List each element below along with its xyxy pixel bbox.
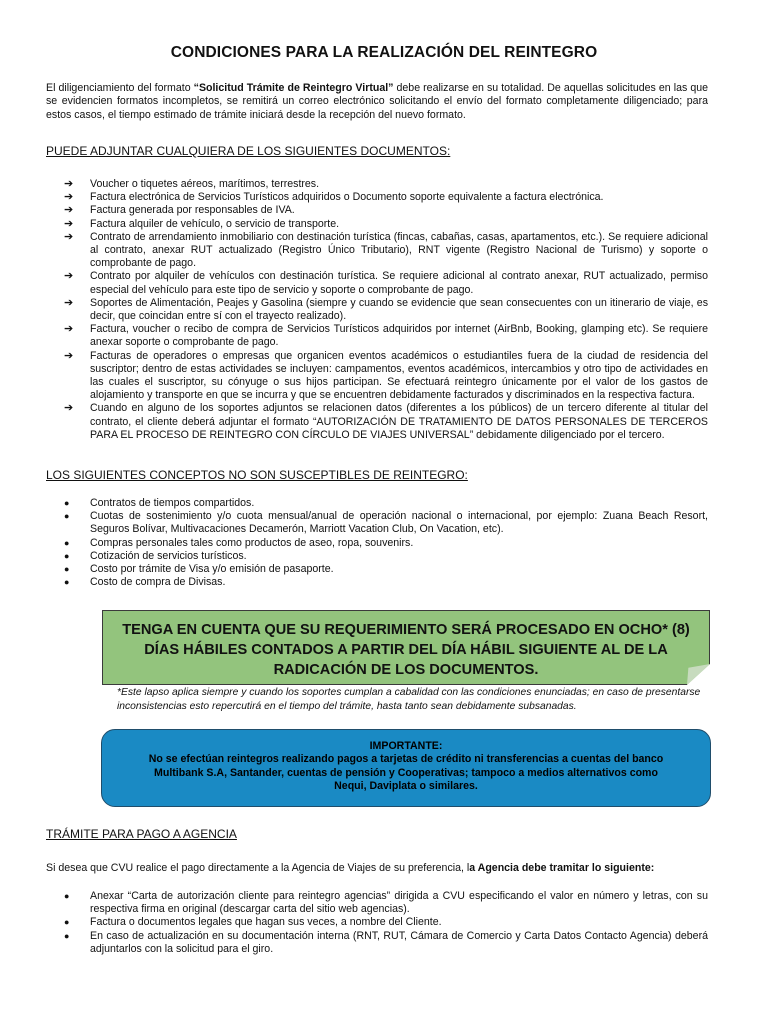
list-item-text: Factura o documentos legales que hagan sus veces, a nombre del Cliente. <box>90 916 442 929</box>
list-item-text: Costo por trámite de Visa y/o emisión de pasaporte. <box>90 563 334 576</box>
list-item-text: Anexar “Carta de autorización cliente para reintegro agencias” dirigida a CVU especificando el valor en número y letras, con su respectiva firma en original (descargar carta del sitio web agencias). <box>90 890 708 916</box>
list-item-text: Cuando en alguno de los soportes adjuntos se relacionen datos (diferentes a los públicos) de un tercero diferente al titular del contrato, el cliente deberá adjuntar el formato “AUTORIZACIÓN DE TRATAMIENTO DE DATOS PERSONALES DE TERCEROS PARA EL PROCESO DE REINTEGRO CON CÍRCULO DE VIAJES UNIVERSAL” debidamente diligenciado por el tercero. <box>90 402 708 441</box>
document-title: CONDICIONES PARA LA REALIZACIÓN DEL REINTEGRO <box>170 44 598 61</box>
arrow-icon: ➔ <box>64 323 74 336</box>
agency-intro-text: Si desea que CVU realice el pago directamente a la Agencia de Viajes de su preferencia, l <box>46 862 470 874</box>
section-heading-attachments: PUEDE ADJUNTAR CUALQUIERA DE LOS SIGUIENTES DOCUMENTOS: <box>46 144 451 158</box>
bullet-icon: ● <box>64 917 70 928</box>
list-item <box>64 297 708 323</box>
list-item <box>64 178 708 191</box>
list-item <box>64 497 708 510</box>
bullet-icon: ● <box>64 498 70 508</box>
list-item-text: Cotización de servicios turísticos. <box>90 549 247 562</box>
list-item-text: Factura, voucher o recibo de compra de Servicios Turísticos adquiridos por internet (AirBnb, Booking, glamping etc). Se requiere anexar soporte o comprobante de pago. <box>90 323 708 349</box>
bullet-icon: ● <box>64 550 70 561</box>
list-item <box>64 402 708 442</box>
agency-intro-bold: a Agencia debe tramitar lo siguiente: <box>469 862 655 874</box>
bullet-icon: ● <box>64 564 70 575</box>
list-item <box>64 323 708 349</box>
list-item-text: Facturas de operadores o empresas que organicen eventos académicos o estudiantiles fuera de la ciudad de residencia del suscriptor; dentro de estas actividades se incluyen: campamentos, eventos académicos, intercambios y otro tipo de actividades en las cuales el suscriptor, su cónyuge o sus hijos participan. Se efectuará reintegro únicamente por el valor de los gastos de alojamiento y transporte en que se incurra y que se encuentren debidamente facturados y discriminados en la respectiva factura. <box>90 349 708 402</box>
arrow-icon: ➔ <box>64 270 74 283</box>
important-line: No se efectúan reintegros realizando pagos a tarjetas de crédito ni transferencias a cuentas del banco <box>148 753 664 766</box>
section-heading-agency-payment: TRÁMITE PARA PAGO A AGENCIA <box>46 827 237 841</box>
list-item-text: Compras personales tales como productos de aseo, ropa, souvenirs. <box>90 536 414 549</box>
list-item-text: Costo de compra de Divisas. <box>90 576 226 589</box>
arrow-icon: ➔ <box>64 230 74 243</box>
list-item <box>64 270 708 296</box>
list-item-text: Factura alquiler de vehículo, o servicio de transporte. <box>90 217 340 230</box>
list-item <box>64 576 708 589</box>
arrow-icon: ➔ <box>64 402 74 415</box>
intro-text-start: El diligenciamiento del formato <box>46 82 194 94</box>
list-item <box>64 890 708 916</box>
list-item-text: Voucher o tiquetes aéreos, marítimos, terrestres. <box>90 178 320 190</box>
bullet-icon: ● <box>64 577 70 588</box>
list-item <box>64 191 708 204</box>
list-item <box>64 537 708 550</box>
agency-intro-paragraph <box>46 862 708 875</box>
list-item <box>64 231 708 271</box>
list-item <box>64 550 708 563</box>
list-item <box>64 510 708 536</box>
section-heading-exclusions: LOS SIGUIENTES CONCEPTOS NO SON SUSCEPTIBLES DE REINTEGRO: <box>46 468 468 482</box>
important-heading: IMPORTANTE: <box>369 740 443 752</box>
list-item-text: En caso de actualización en su documentación interna (RNT, RUT, Cámara de Comercio y Carta Datos Contacto Agencia) deberá adjuntarlos con la solicitud para el giro. <box>90 929 708 955</box>
list-item-text: Contrato por alquiler de vehículos con destinación turística. Se requiere adicional al contrato anexar, RUT actualizado, permiso especial del vehículo para este tipo de servicio y soporte o comprobante de pago. <box>90 270 708 296</box>
important-notice <box>112 740 700 794</box>
bullet-icon: ● <box>64 891 70 901</box>
bullet-icon: ● <box>64 930 70 941</box>
list-item <box>64 350 708 403</box>
arrow-icon: ➔ <box>64 349 74 362</box>
exclusions-list <box>64 497 708 589</box>
list-item-text: Soportes de Alimentación, Peajes y Gasolina (siempre y cuando se evidencie que sean consecuentes con un itinerario de viaje, es decir, que coincidan entre sí con el trayecto realizado). <box>90 296 708 323</box>
processing-time-notice: TENGA EN CUENTA QUE SU REQUERIMIENTO SERÁ PROCESADO EN OCHO* (8) DÍAS HÁBILES CONTADOS A PARTIR DEL DÍA HÁBIL SIGUIENTE AL DE LA RADICACIÓN DE LOS DOCUMENTOS. <box>122 622 690 678</box>
arrow-icon: ➔ <box>64 204 74 217</box>
list-item <box>64 916 708 929</box>
list-item-text: Factura generada por responsables de IVA. <box>90 204 295 217</box>
list-item <box>64 218 708 231</box>
list-item <box>64 930 708 956</box>
important-line: Nequi, Daviplata o similares. <box>334 780 478 793</box>
intro-form-name: “Solicitud Trámite de Reintegro Virtual” <box>193 82 394 94</box>
intro-text-end: debe realizarse en su totalidad. De aquellas solicitudes en las que se evidencien formatos incompletos, se remitirá un correo electrónico solicitando el envío del formato completamente diligenciado; para estos casos, el tiempo estimado de trámite iniciará desde la recepción del nuevo formato. <box>46 82 708 121</box>
bullet-icon: ● <box>64 511 70 522</box>
list-item-text: Cuotas de sostenimiento y/o cuota mensual/anual de operación nacional o internacional, por ejemplo: Zuana Beach Resort, Seguros Bolívar, Multivacaciones Decamerón, Marriott Vacation Club, On Vacation, etc). <box>90 510 708 536</box>
agency-requirements-list <box>64 890 708 956</box>
arrow-icon: ➔ <box>64 178 74 190</box>
arrow-icon: ➔ <box>64 217 74 230</box>
attachments-list <box>64 178 708 442</box>
list-item <box>64 563 708 576</box>
bullet-icon: ● <box>64 537 70 548</box>
list-item <box>64 204 708 217</box>
arrow-icon: ➔ <box>64 191 74 204</box>
arrow-icon: ➔ <box>64 296 74 309</box>
list-item-text: Contratos de tiempos compartidos. <box>90 497 255 509</box>
list-item-text: Contrato de arrendamiento inmobiliario con destinación turística (fincas, cabañas, casas, apartamentos, etc.). Se requiere adicional al contrato, anexar RUT actualizado (Registro Único Tributario), RNT vigente (Registro Nacional de Turismo) y soporte o comprobante de pago. <box>90 230 708 270</box>
important-line: Multibank S.A, Santander, cuentas de pensión y Cooperativas; tampoco a medios alternativos como <box>154 766 658 779</box>
list-item-text: Factura electrónica de Servicios Turísticos adquiridos o Documento soporte equivalente a factura electrónica. <box>90 191 604 204</box>
intro-paragraph <box>46 82 708 122</box>
processing-time-footnote: *Este lapso aplica siempre y cuando los soportes cumplan a cabalidad con las condiciones enunciadas; en caso de presentarse inconsistencias esto repercutirá en el tiempo del trámite, hasta tanto sean debidamente subsanadas. <box>117 687 701 712</box>
